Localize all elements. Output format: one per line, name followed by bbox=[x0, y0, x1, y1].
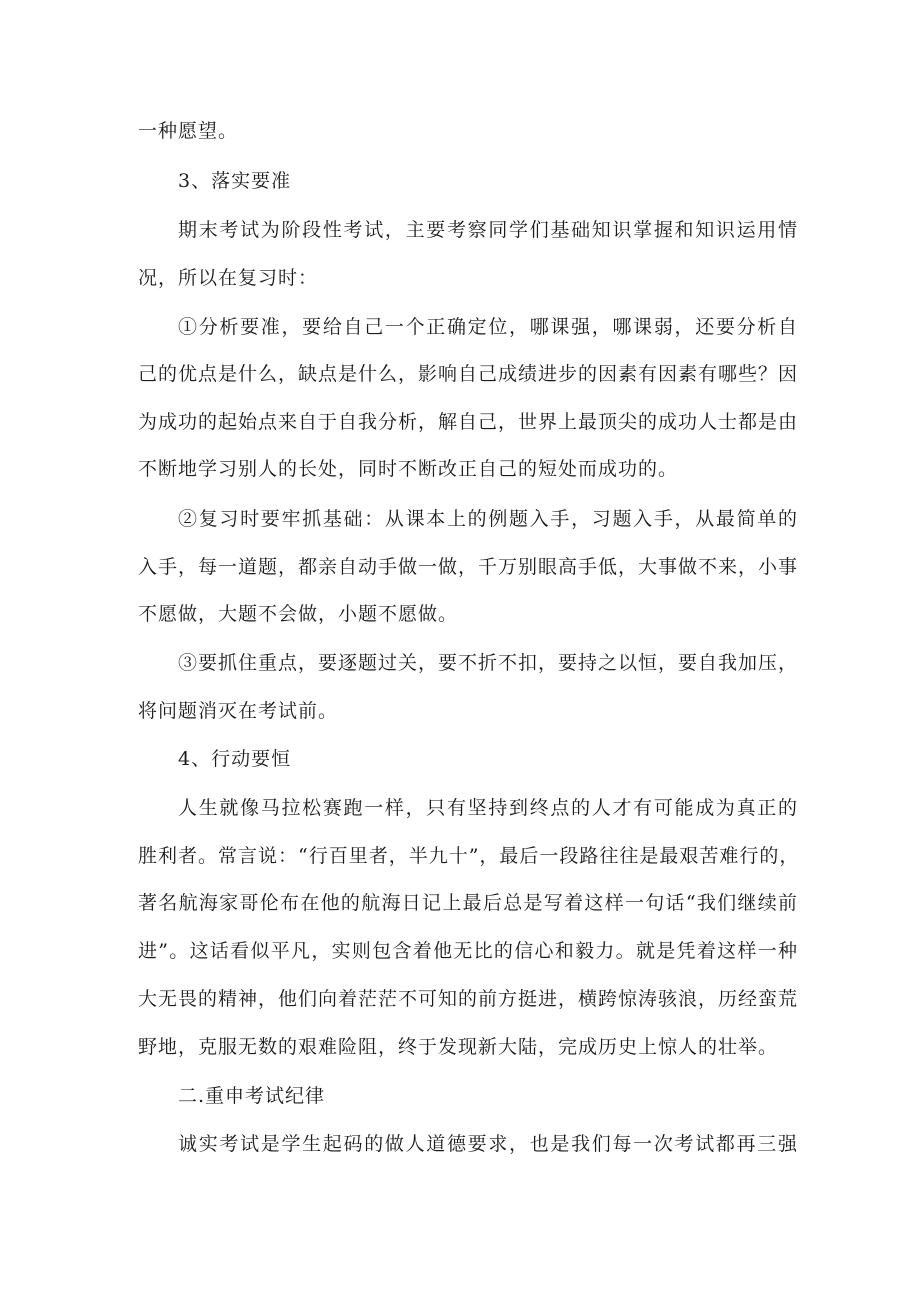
paragraph-line: 诚实考试是学生起码的做人道德要求，也是我们每一次考试都再三强 bbox=[178, 1133, 798, 1155]
paragraph-line: 进”。这话看似平凡，实则包含着他无比的信心和毅力。就是凭着这样一种 bbox=[138, 940, 798, 962]
paragraph-line: 一种愿望。 bbox=[138, 120, 239, 142]
paragraph-line: 野地，克服无数的艰难险阻，终于发现新大陆，完成历史上惊人的壮举。 bbox=[138, 1036, 779, 1058]
section-heading: 4、行动要恒 bbox=[178, 748, 292, 770]
paragraph-line: 胜利者。常言说：“行百里者，半九十”，最后一段路往往是最艰苦难行的， bbox=[138, 845, 800, 867]
paragraph-line: ③要抓住重点，要逐题过关，要不折不扣，要持之以恒，要自我加压， bbox=[178, 652, 799, 674]
paragraph-line: 入手，每一道题，都亲自动手做一做，千万别眼高手低，大事做不来，小事 bbox=[138, 556, 799, 578]
paragraph-line: 大无畏的精神，他们向着茫茫不可知的前方挺进，横跨惊涛骇浪，历经蛮荒 bbox=[138, 988, 799, 1010]
paragraph-line: ①分析要准，要给自己一个正确定位，哪课强，哪课弱，还要分析自 bbox=[178, 316, 798, 338]
paragraph-line: 己的优点是什么，缺点是什么，影响自己成绩进步的因素有因素有哪些？因 bbox=[138, 363, 799, 385]
paragraph-line: 不断地学习别人的长处，同时不断改正自己的短处而成功的。 bbox=[138, 458, 679, 480]
paragraph-line: 况，所以在复习时： bbox=[138, 267, 319, 289]
paragraph-line: 将问题消灭在考试前。 bbox=[138, 700, 339, 722]
paragraph-line: 人生就像马拉松赛跑一样，只有坚持到终点的人才有可能成为真正的 bbox=[178, 797, 798, 819]
section-heading: 二.重申考试纪律 bbox=[178, 1085, 326, 1107]
section-heading: 3、落实要准 bbox=[178, 170, 292, 192]
paragraph-line: 不愿做，大题不会做，小题不愿做。 bbox=[138, 603, 459, 625]
paragraph-line: 为成功的起始点来自于自我分析，解自己，世界上最顶尖的成功人士都是由 bbox=[138, 411, 799, 433]
paragraph-line: 期末考试为阶段性考试，主要考察同学们基础知识掌握和知识运用情 bbox=[178, 219, 798, 241]
paragraph-line: 著名航海家哥伦布在他的航海日记上最后总是写着这样一句话“我们继续前 bbox=[138, 892, 798, 914]
paragraph-line: ②复习时要牢抓基础：从课本上的例题入手，习题入手，从最简单的 bbox=[178, 508, 798, 530]
